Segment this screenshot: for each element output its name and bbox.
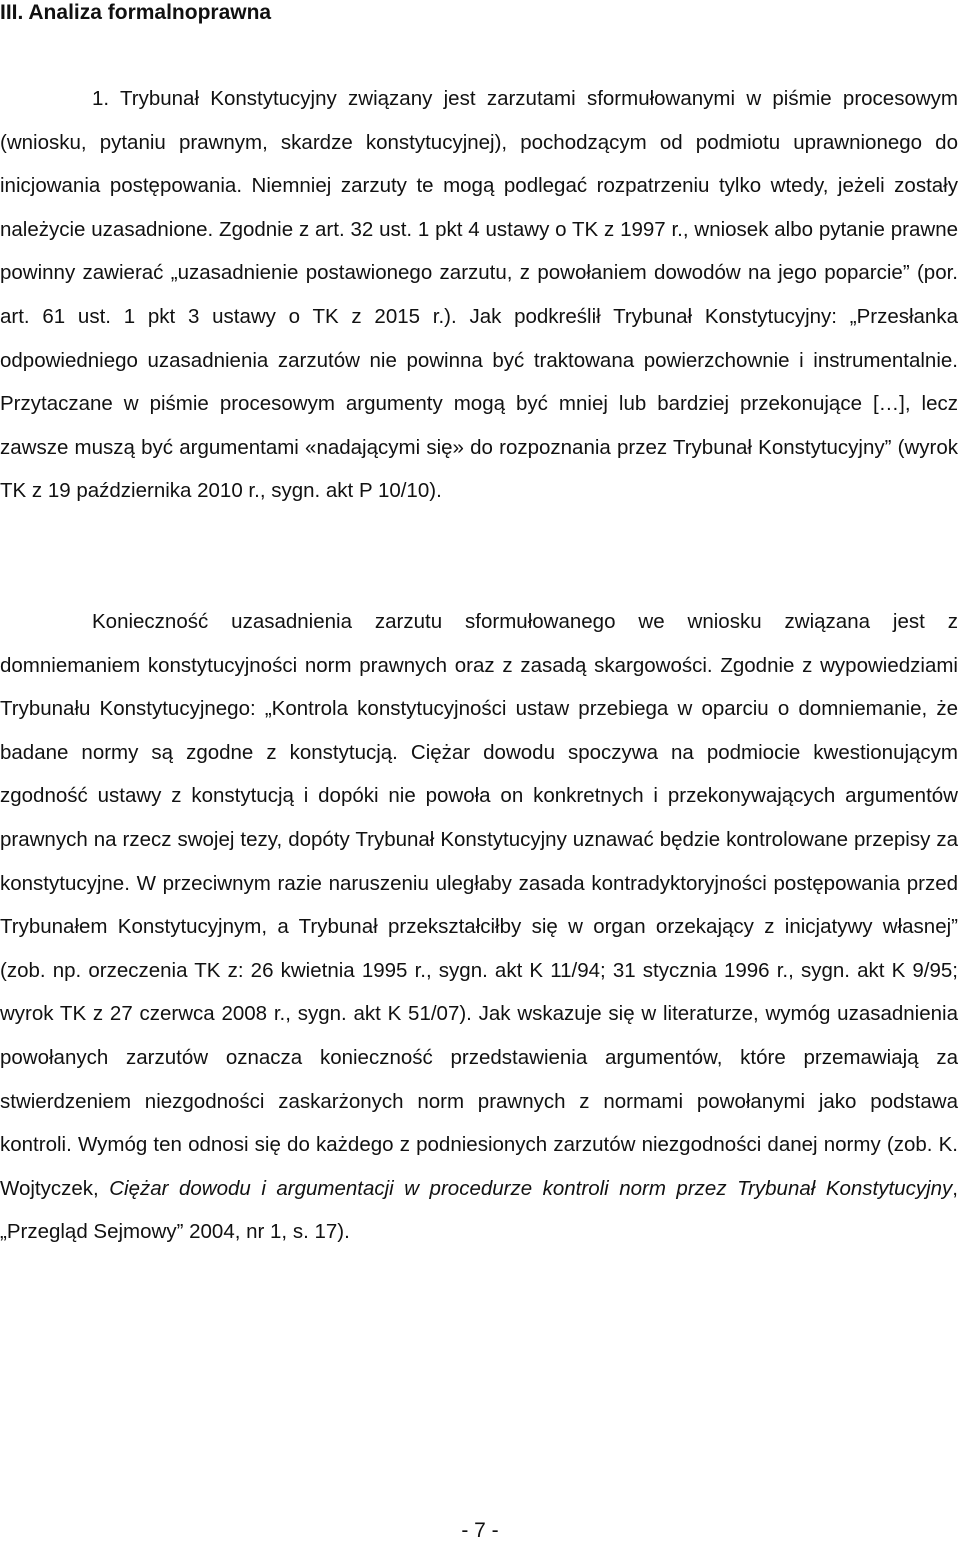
section-heading: III. Analiza formalnoprawna	[0, 1, 272, 24]
paragraph-2	[0, 600, 958, 1254]
paragraph-1: 1. Trybunał Konstytucyjny związany jest zarzutami sformułowanymi w piśmie procesowym (wniosku, pytaniu prawnym, skardze konstytucyjnej), pochodzącym od podmiotu uprawnionego do inicjowania postępowania. Niemniej zarzuty te mogą podlegać rozpatrzeniu tylko wtedy, jeżeli zostały należycie uzasadnione. Zgodnie z art. 32 ust. 1 pkt 4 ustawy o TK z 1997 r., wniosek albo pytanie prawne powinny zawierać „uzasadnienie postawionego zarzutu, z powołaniem dowodów na jego poparcie” (por. art. 61 ust. 1 pkt 3 ustawy o TK z 2015 r.). Jak podkreślił Trybunał Konstytucyjny: „Przesłanka odpowiedniego uzasadnienia zarzutów nie powinna być traktowana powierzchownie i instrumentalnie. Przytaczane w piśmie procesowym argumenty mogą być mniej lub bardziej przekonujące […], lecz zawsze muszą być argumentami «nadającymi się» do rozpoznania przez Trybunał Konstytucyjny” (wyrok TK z 19 października 2010 r., sygn. akt P 10/10).	[0, 87, 958, 503]
cited-work-title: Ciężar dowodu i argumentacji w procedurze kontroli norm przez Trybunał Konstytucyjny	[109, 1176, 953, 1200]
paragraph-2-tail: , „Przegląd Sejmowy” 2004, nr 1, s. 17).	[0, 1176, 958, 1244]
page-number: - 7 -	[461, 1519, 499, 1542]
paragraph-2-main: Konieczność uzasadnienia zarzutu sformułowanego we wniosku związana jest z domniemaniem konstytucyjności norm prawnych oraz z zasadą skargowości. Zgodnie z wypowiedziami Trybunału Konstytucyjnego: „Kontrola konstytucyjności ustaw przebiega w oparciu o domniemanie, że badane normy są zgodne z konstytucją. Ciężar dowodu spoczywa na podmiocie kwestionującym zgodność ustawy z konstytucją i dopóki nie powoła on konkretnych i przekonywających argumentów prawnych na rzecz swojej tezy, dopóty Trybunał Konstytucyjny uznawać będzie kontrolowane przepisy za konstytucyjne. W przeciwnym razie naruszeniu uległaby zasada kontradyktoryjności postępowania przed Trybunałem Konstytucyjnym, a Trybunał przekształciłby się w organ orzekający z inicjatywy własnej” (zob. np. orzeczenia TK z: 26 kwietnia 1995 r., sygn. akt K 11/94; 31 stycznia 1996 r., sygn. akt K 9/95; wyrok TK z 27 czerwca 2008 r., sygn. akt K 51/07). Jak wskazuje się w literaturze, wymóg uzasadnienia powołanych zarzutów oznacza konieczność przedstawienia argumentów, które przemawiają za stwierdzeniem niezgodności zaskarżonych norm prawnych z normami powołanymi jako podstawa kontroli. Wymóg ten odnosi się do każdego z podniesionych zarzutów niezgodności danej normy (zob. K. Wojtyczek,	[0, 610, 958, 1200]
